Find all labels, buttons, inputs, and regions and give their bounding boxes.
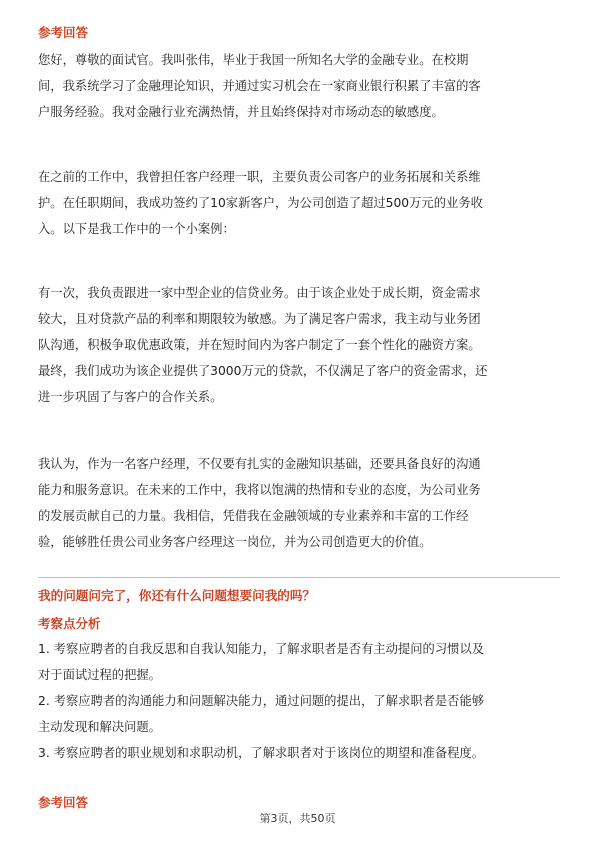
paragraph-line: 队沟通，积极争取优惠政策，并在短时间内为客户制定了一套个性化的融资方案。 [38, 338, 481, 352]
paragraph-line: 入。以下是我工作中的一个小案例： [38, 222, 235, 236]
analysis-item [38, 740, 560, 766]
paragraph-line: 有一次，我负责跟进一家中型企业的信贷业务。由于该企业处于成长期，资金需求 [38, 286, 481, 300]
paragraph-line: 较大，且对贷款产品的利率和期限较为敏感。为了满足客户需求，我主动与业务团 [38, 312, 481, 326]
paragraph-line: 护。在任职期间，我成功签约了10家新客户，为公司创造了超过500万元的业务收 [38, 196, 483, 210]
paragraph-line: 验，能够胜任贵公司业务客户经理这一岗位，并为公司创造更大的价值。 [38, 535, 432, 549]
analysis-item [38, 688, 560, 740]
paragraph-line: 我认为，作为一名客户经理，不仅要有扎实的金融知识基础，还要具备良好的沟通 [38, 457, 481, 471]
section-heading-reference-answer: 参考回答 [38, 25, 89, 40]
section-heading-analysis: 考察点分析 [38, 616, 101, 631]
answer-paragraph [38, 47, 560, 125]
answer-paragraph [38, 451, 560, 555]
analysis-line: 对于面试过程的把握。 [38, 668, 161, 682]
analysis-line: 主动发现和解决问题。 [38, 720, 161, 734]
interview-question: 我的问题问完了，你还有什么问题想要问我的吗？ [38, 588, 316, 603]
paragraph-line: 在之前的工作中，我曾担任客户经理一职，主要负责公司客户的业务拓展和关系维 [38, 170, 481, 184]
paragraph-line: 能力和服务意识。在未来的工作中，我将以饱满的热情和专业的态度，为公司业务 [38, 483, 481, 497]
page-number: 第3页，共50页 [259, 812, 336, 825]
analysis-line: 2. 考察应聘者的沟通能力和问题解决能力，通过问题的提出，了解求职者是否能够 [38, 694, 485, 708]
analysis-line: 3. 考察应聘者的职业规划和求职动机，了解求职者对于该岗位的期望和准备程度。 [38, 746, 485, 760]
paragraph-line: 您好，尊敬的面试官。我叫张伟，毕业于我国一所知名大学的金融专业。在校期 [38, 53, 469, 67]
answer-paragraph [38, 164, 560, 242]
analysis-item [38, 636, 560, 688]
paragraph-line: 间，我系统学习了金融理论知识，并通过实习机会在一家商业银行积累了丰富的客 [38, 79, 481, 93]
paragraph-line: 最终，我们成功为该企业提供了3000万元的贷款，不仅满足了客户的资金需求，还 [38, 364, 488, 378]
section-divider [38, 577, 560, 578]
section-heading-reference-answer: 参考回答 [38, 795, 89, 810]
paragraph-line: 的发展贡献自己的力量。我相信，凭借我在金融领域的专业素养和丰富的工作经 [38, 509, 469, 523]
paragraph-line: 户服务经验。我对金融行业充满热情，并且始终保持对市场动态的敏感度。 [38, 105, 444, 119]
analysis-line: 1. 考察应聘者的自我反思和自我认知能力，了解求职者是否有主动提问的习惯以及 [38, 642, 485, 656]
answer-paragraph [38, 280, 560, 410]
analysis-list [38, 636, 560, 766]
paragraph-line: 进一步巩固了与客户的合作关系。 [38, 390, 223, 404]
